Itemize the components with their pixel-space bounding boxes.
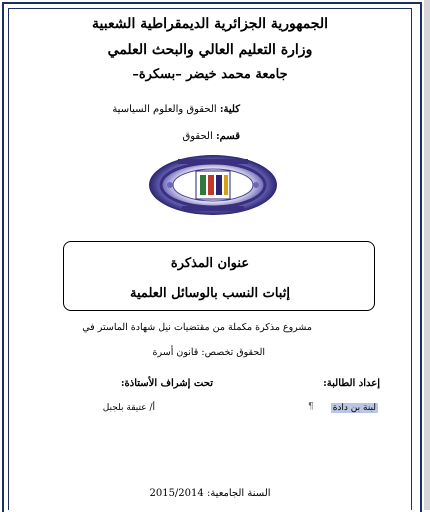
- university-logo: [148, 154, 278, 216]
- academic-year-line: [130, 488, 290, 499]
- faculty-value: الحقوق والعلوم السياسية: [112, 104, 217, 115]
- student-label: إعداد الطالبة:: [323, 378, 380, 389]
- department-line: [182, 131, 240, 142]
- department-value: الحقوق: [182, 131, 213, 142]
- supervisor-label: تحت إشراف الأستاذة:: [120, 378, 213, 389]
- project-description: مشروع مذكرة مكملة من مقتضيات نيل شهادة الماستر في: [82, 322, 312, 333]
- cursor-marker-icon: ¶: [308, 402, 314, 412]
- faculty-line: [112, 104, 240, 115]
- department-label: قسم:: [215, 131, 240, 142]
- thesis-title: إثبات النسب بالوسائل العلمية: [130, 286, 290, 301]
- faculty-label: كلية:: [219, 104, 240, 115]
- supervisor-name: أ/ عتيقة بلجبل: [102, 403, 155, 413]
- thesis-heading: عنوان المذكرة: [170, 256, 250, 271]
- specialty-line: الحقوق تخصص: قانون أسرة: [152, 347, 265, 358]
- university-heading: جامعة محمد خيضر –بسكرة–: [132, 67, 288, 82]
- ministry-heading: وزارة التعليم العالي والبحث العلمي: [107, 42, 313, 58]
- academic-year-value: 2015/2014: [149, 488, 204, 499]
- student-name[interactable]: لبنة بن دادة: [332, 403, 376, 413]
- scrollbar[interactable]: [424, 0, 430, 510]
- republic-heading: الجمهورية الجزائرية الديمقراطية الشعبية: [91, 16, 328, 32]
- academic-year-label: السنة الجامعية:: [206, 488, 271, 499]
